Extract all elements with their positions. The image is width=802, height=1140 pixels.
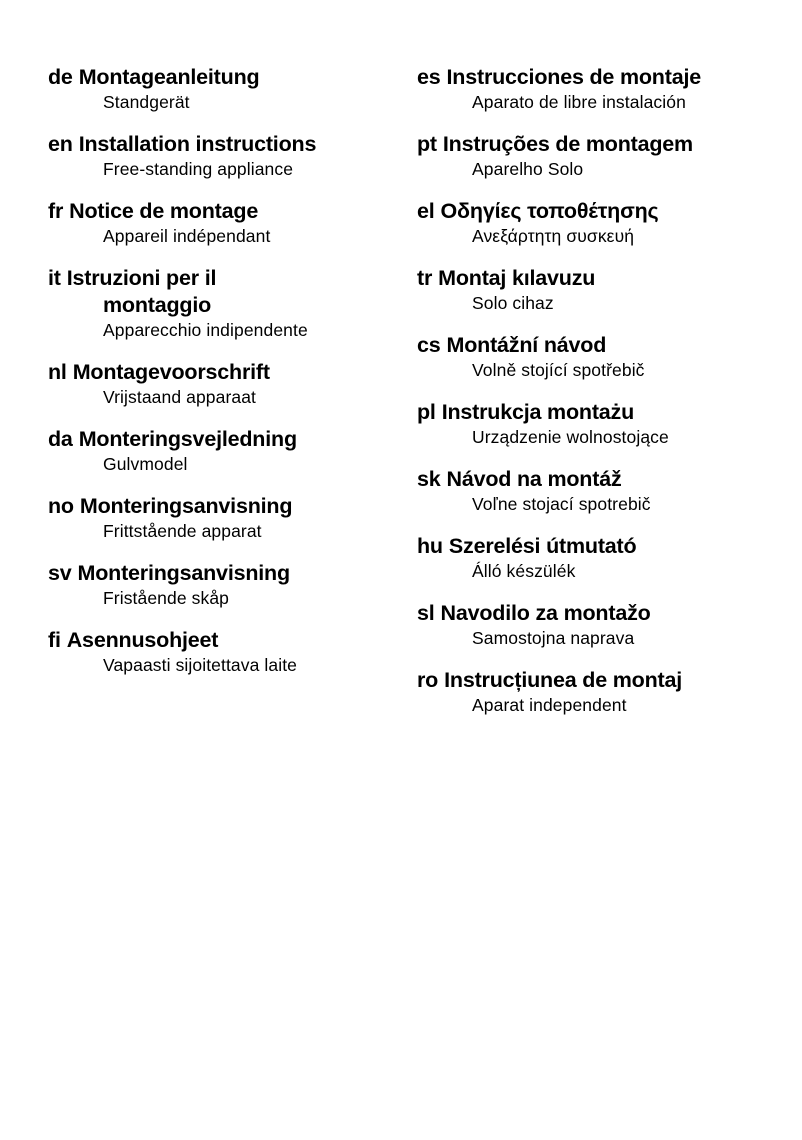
language-code: cs [417, 333, 441, 357]
title-text: Montageanleitung [78, 65, 260, 89]
title-text: Installation instructions [78, 132, 317, 156]
title-text: Montaj kılavuzu [438, 266, 596, 290]
entry-subtitle: Aparato de libre instalación [472, 92, 686, 112]
language-code: sk [417, 467, 441, 491]
title-text: Instruções de montagem [442, 132, 693, 156]
language-entry-es [417, 64, 777, 114]
entry-subtitle: Ανεξάρτητη συσκευή [472, 226, 635, 246]
entry-subtitle: Vapaasti sijoitettava laite [103, 655, 298, 675]
language-entry-sk [417, 466, 777, 516]
language-code: ro [417, 668, 439, 692]
entry-title [417, 667, 777, 694]
language-entry-fi [48, 627, 388, 677]
entry-subtitle: Gulvmodel [103, 454, 188, 474]
title-text: Montagevoorschrift [72, 360, 270, 384]
language-code: it [48, 266, 61, 290]
language-code: pt [417, 132, 437, 156]
entry-subtitle: Aparat independent [472, 695, 627, 715]
language-entry-tr [417, 265, 777, 315]
language-entry-no [48, 493, 388, 543]
language-entry-en [48, 131, 388, 181]
language-code: fi [48, 628, 61, 652]
title-text: Montážní návod [446, 333, 607, 357]
language-entry-pl [417, 399, 777, 449]
entry-subtitle: Frittstående apparat [103, 521, 262, 541]
language-entry-nl [48, 359, 388, 409]
language-code: es [417, 65, 441, 89]
entry-title [417, 131, 777, 158]
entry-subtitle: Volně stojící spotřebič [472, 360, 645, 380]
title-text: Návod na montáž [446, 467, 622, 491]
language-entry-sl [417, 600, 777, 650]
language-entry-fr [48, 198, 388, 248]
entry-title [417, 64, 777, 91]
entry-title [48, 131, 388, 158]
entry-title [417, 466, 777, 493]
entry-subtitle: Álló készülék [472, 561, 576, 581]
language-code: tr [417, 266, 433, 290]
language-code: sl [417, 601, 435, 625]
entry-title [48, 359, 388, 386]
entry-title [417, 399, 777, 426]
right-language-column [417, 64, 777, 734]
entry-subtitle: Vrijstaand apparaat [103, 387, 257, 407]
title-text: Instrucciones de montaje [446, 65, 701, 89]
entry-subtitle: Samostojna naprava [472, 628, 635, 648]
language-code: hu [417, 534, 443, 558]
language-entry-de [48, 64, 388, 114]
language-code: de [48, 65, 73, 89]
entry-title [48, 627, 388, 654]
language-code: fr [48, 199, 64, 223]
language-entry-sv [48, 560, 388, 610]
language-code: da [48, 427, 73, 451]
entry-subtitle: Urządzenie wolnostojące [472, 427, 669, 447]
language-code: no [48, 494, 74, 518]
entry-subtitle: Free-standing appliance [103, 159, 294, 179]
language-code: el [417, 199, 435, 223]
language-entry-el [417, 198, 777, 248]
entry-subtitle: Aparelho Solo [472, 159, 584, 179]
entry-title [48, 265, 388, 292]
title-text: Szerelési útmutató [448, 534, 637, 558]
title-text: Asennusohjeet [66, 628, 219, 652]
language-code: en [48, 132, 73, 156]
entry-title [48, 560, 388, 587]
entry-title [417, 198, 777, 225]
language-entry-ro [417, 667, 777, 717]
entry-title [48, 198, 388, 225]
language-entry-da [48, 426, 388, 476]
language-code: pl [417, 400, 436, 424]
entry-title [48, 426, 388, 453]
title-text: Οδηγίες τοποθέτησης [440, 199, 659, 223]
title-text: Instrukcja montażu [441, 400, 635, 424]
title-text: Instrucțiunea de montaj [444, 668, 683, 692]
entry-subtitle: Appareil indépendant [103, 226, 271, 246]
entry-subtitle: Fristående skåp [103, 588, 230, 608]
entry-title [417, 600, 777, 627]
entry-subtitle: Voľne stojací spotrebič [472, 494, 651, 514]
language-code: nl [48, 360, 67, 384]
language-entry-cs [417, 332, 777, 382]
title-text: Istruzioni per il [66, 266, 217, 290]
language-code: sv [48, 561, 72, 585]
language-entry-pt [417, 131, 777, 181]
title-text: Navodilo za montažo [440, 601, 651, 625]
entry-title [417, 265, 777, 292]
title-text: Monteringsanvisning [77, 561, 290, 585]
language-entry-hu [417, 533, 777, 583]
language-entry-it [48, 265, 388, 342]
entry-title [48, 493, 388, 520]
title-text: Monteringsanvisning [79, 494, 293, 518]
left-language-column [48, 64, 388, 694]
entry-title-continuation: montaggio [103, 293, 212, 317]
entry-title [417, 533, 777, 560]
title-text: Monteringsvejledning [78, 427, 297, 451]
entry-subtitle: Apparecchio indipendente [103, 320, 308, 340]
entry-title [417, 332, 777, 359]
entry-title [48, 64, 388, 91]
entry-subtitle: Solo cihaz [472, 293, 554, 313]
entry-subtitle: Standgerät [103, 92, 190, 112]
title-text: Notice de montage [69, 199, 259, 223]
